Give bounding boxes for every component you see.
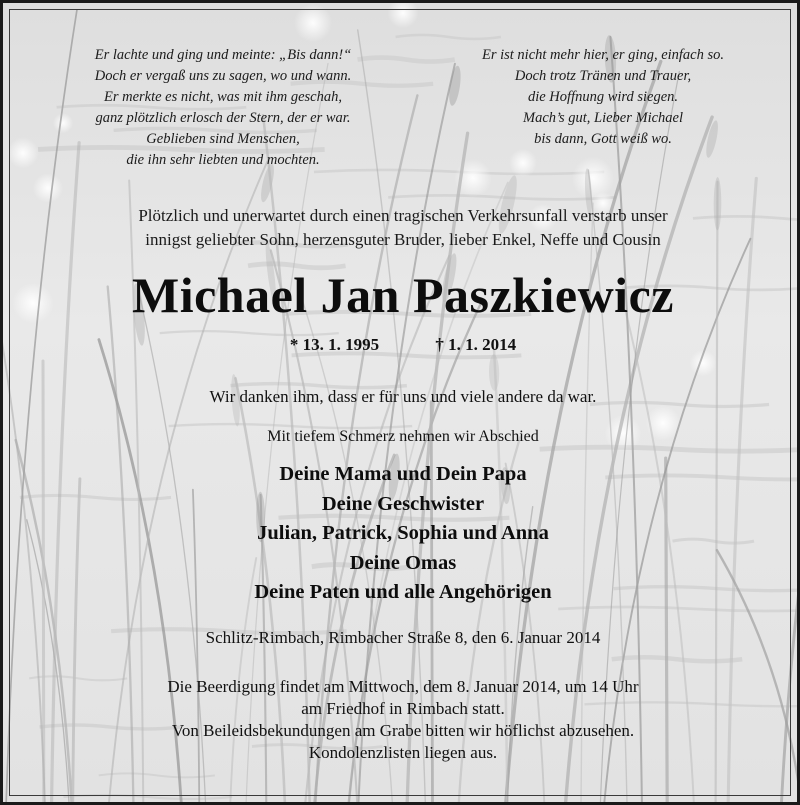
poem-line: bis dann, Gott weiß wo. (534, 131, 672, 147)
poem-left (43, 45, 403, 171)
deceased-name: Michael Jan Paszkiewicz (132, 267, 674, 323)
birth-date: * 13. 1. 1995 (289, 335, 380, 354)
notice-text (3, 3, 800, 805)
poem-line: die Hoffnung wird siegen. (527, 89, 679, 105)
mourner-entry: Julian, Patrick, Sophia und Anna (257, 522, 549, 544)
life-dates (3, 333, 800, 357)
intro-text (3, 204, 800, 252)
death-date: † 1. 1. 2014 (435, 335, 517, 354)
poem-line: Geblieben sind Menschen, (146, 131, 300, 147)
funeral-line: Von Beileidsbekundungen am Grabe bitten wir höflichst abzusehen. (171, 721, 635, 740)
poem-line: die ihn sehr liebten und mochten. (126, 152, 320, 168)
mourner-entry: Deine Omas (349, 551, 457, 574)
mourning-line: Mit tiefem Schmerz nehmen wir Abschied (267, 428, 539, 445)
mourners-list (3, 460, 800, 608)
poem-line: Er ist nicht mehr hier, er ging, einfach so. (481, 47, 725, 63)
funeral-line: Die Beerdigung findet am Mittwoch, dem 8. Januar 2014, um 14 Uhr (167, 677, 639, 696)
poem-line: Doch trotz Tränen und Trauer, (514, 68, 692, 84)
intro-line: Plötzlich und unerwartet durch einen tragischen Verkehrsunfall verstarb unser (138, 206, 668, 225)
mourner-entry: Deine Geschwister (321, 492, 485, 515)
funeral-details (3, 676, 800, 764)
mourner-entry: Deine Paten und alle Angehörigen (254, 581, 552, 603)
poem-right (423, 45, 783, 150)
poem-line: ganz plötzlich erlosch der Stern, der er war. (95, 110, 351, 126)
funeral-line: Kondolenzlisten liegen aus. (308, 743, 498, 762)
poem-line: Er lachte und ging und meinte: „Bis dann!“ (94, 47, 352, 63)
intro-line: innigst geliebter Sohn, herzensguter Bruder, lieber Enkel, Neffe und Cousin (145, 230, 661, 249)
thanks-line: Wir danken ihm, dass er für uns und viele andere da war. (209, 387, 597, 406)
place-and-date: Schlitz-Rimbach, Rimbacher Straße 8, den 6. Januar 2014 (205, 628, 601, 647)
poem-line: Mach’s gut, Lieber Michael (522, 110, 683, 126)
funeral-line: am Friedhof in Rimbach statt. (301, 699, 505, 718)
poem-line: Er merkte es nicht, was mit ihm geschah, (103, 89, 342, 105)
poem-line: Doch er vergaß uns zu sagen, wo und wann. (94, 68, 352, 84)
mourner-entry: Deine Mama und Dein Papa (279, 463, 527, 485)
